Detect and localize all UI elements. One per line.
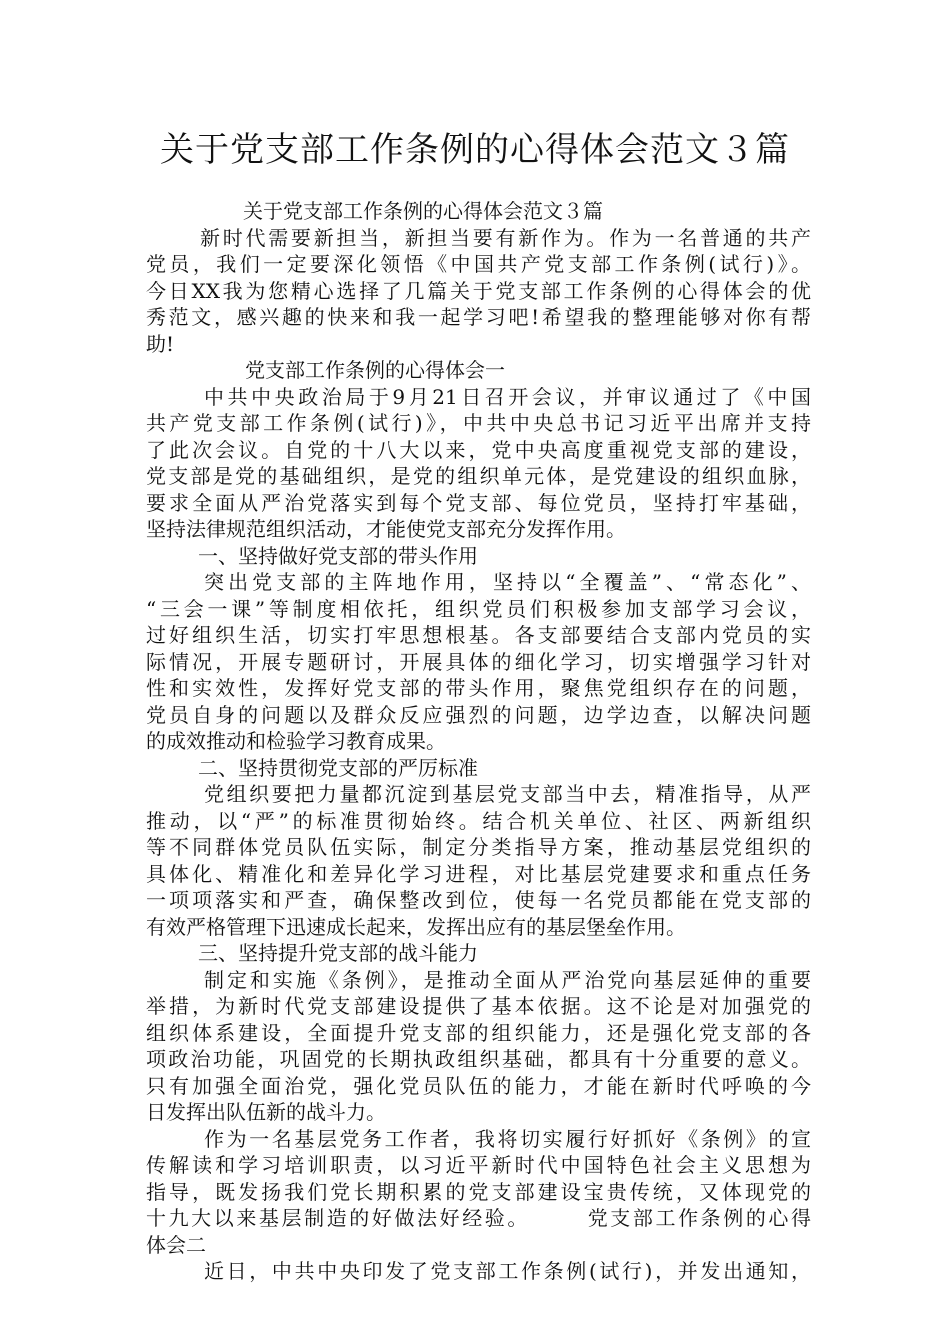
text-line: 作为一名基层党务工作者，我将切实履行好抓好《条例》的宣 (204, 1126, 811, 1151)
text-line: 十九大以来基层制造的好做法好经验。 党支部工作条例的心得 (146, 1206, 811, 1230)
text-line: 党支部是党的基础组织，是党的组织单元体，是党建设的组织血脉， (146, 464, 811, 488)
text-line: 性和实效性，发挥好党支部的带头作用，聚焦党组织存在的问题， (146, 676, 811, 700)
text-line: 秀范文，感兴趣的快来和我一起学习吧!希望我的整理能够对你有帮 (146, 305, 811, 329)
text-line: 突出党支部的主阵地作用，坚持以“全覆盖”、“常态化”、 (204, 570, 811, 594)
text-line: 党员自身的问题以及群众反应强烈的问题，边学边查，以解决问题 (146, 702, 811, 727)
text-line: 一、坚持做好党支部的带头作用 (198, 543, 478, 568)
text-line: 传解读和学习培训职责，以习近平新时代中国特色社会主义思想为 (146, 1153, 811, 1177)
text-line: 过好组织生活，切实打牢思想根基。各支部要结合支部内党员的实 (146, 623, 811, 647)
text-line: 日发挥出队伍新的战斗力。 (146, 1100, 386, 1124)
text-line: 关于党支部工作条例的心得体会范文３篇 (243, 199, 603, 223)
document-body (146, 198, 811, 1285)
text-line: 二、坚持贯彻党支部的严厉标准 (198, 755, 478, 780)
text-line: 党支部工作条例的心得体会一 (245, 358, 505, 382)
text-line: 要求全面从严治党落实到每个党支部、每位党员，坚持打牢基础， (146, 490, 811, 515)
text-line: 党组织要把力量都沉淀到基层党支部当中去，精准指导，从严 (204, 782, 811, 806)
text-line: 今日XX我为您精心选择了几篇关于党支部工作条例的心得体会的优 (146, 278, 811, 303)
text-line: 等不同群体党员队伍实际，制定分类指导方案，推动基层党组织的 (146, 835, 811, 859)
text-line: 新时代需要新担当，新担当要有新作为。作为一名普通的共产 (200, 225, 811, 250)
text-line: 一项项落实和严查，确保整改到位，使每一名党员都能在党支部的 (146, 888, 811, 912)
text-line: 组织体系建设，全面提升党支部的组织能力，还是强化党支部的各 (146, 1020, 811, 1045)
text-line: 助! (146, 331, 175, 356)
text-line: 只有加强全面治党，强化党员队伍的能力，才能在新时代呼唤的今 (146, 1073, 811, 1098)
page-title: 关于党支部工作条例的心得体会范文３篇 (160, 130, 790, 170)
text-line: 坚持法律规范组织活动，才能使党支部充分发挥作用。 (146, 517, 626, 541)
text-line: 的成效推动和检验学习教育成果。 (146, 729, 446, 753)
text-line: 三、坚持提升党支部的战斗能力 (198, 941, 478, 965)
text-line: 项政治功能，巩固党的长期执政组织基础，都具有十分重要的意义。 (146, 1047, 811, 1071)
text-line: 有效严格管理下迅速成长起来，发挥出应有的基层堡垒作用。 (146, 914, 686, 939)
text-line: 推动，以“严”的标准贯彻始终。结合机关单位、社区、两新组织 (146, 808, 811, 833)
text-line: 具体化、精准化和差异化学习进程，对比基层党建要求和重点任务 (146, 861, 811, 886)
text-line: “三会一课”等制度相依托，组织党员们积极参加支部学习会议， (146, 596, 811, 621)
text-line: 体会二 (146, 1232, 206, 1257)
text-line: 党员，我们一定要深化领悟《中国共产党支部工作条例(试行)》。 (146, 252, 811, 276)
text-line: 际情况，开展专题研讨，开展具体的细化学习，切实增强学习针对 (146, 649, 811, 674)
text-line: 指导，既发扬我们党长期积累的党支部建设宝贵传统，又体现党的 (146, 1179, 811, 1204)
text-line: 中共中央政治局于9月21日召开会议，并审议通过了《中国 (204, 384, 811, 409)
text-line: 共产党支部工作条例(试行)》，中共中央总书记习近平出席并支持 (146, 411, 811, 435)
text-line: 举措，为新时代党支部建设提供了基本依据。这不论是对加强党的 (146, 994, 811, 1018)
text-line: 了此次会议。自党的十八大以来，党中央高度重视党支部的建设， (146, 437, 811, 462)
text-line: 制定和实施《条例》，是推动全面从严治党向基层延伸的重要 (204, 967, 811, 992)
text-line: 近日，中共中央印发了党支部工作条例(试行)，并发出通知， (204, 1259, 811, 1283)
